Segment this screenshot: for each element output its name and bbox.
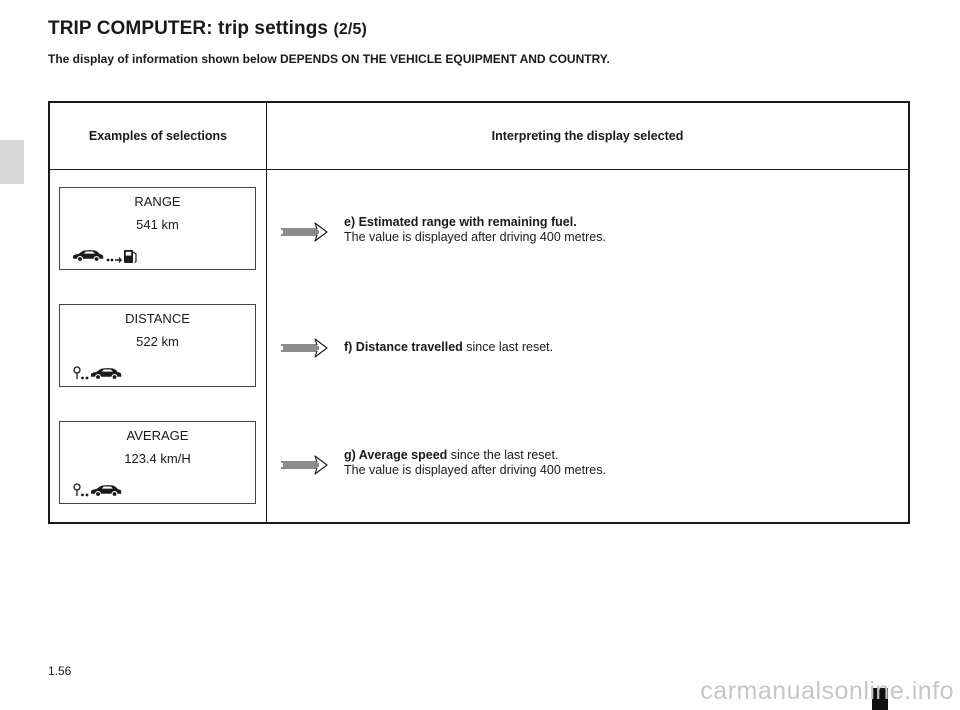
desc-text: since the last reset. xyxy=(447,448,559,462)
column-header-interpretation: Interpreting the display selected xyxy=(491,129,684,143)
display-value: 522 km xyxy=(136,334,179,349)
pin-to-car-icon xyxy=(72,480,132,503)
desc-bold: e) Estimated range with remaining fuel. xyxy=(344,215,577,229)
arrow-icon xyxy=(279,220,329,249)
settings-table xyxy=(48,101,910,524)
display-label: RANGE xyxy=(134,194,181,209)
display-value: 541 km xyxy=(136,217,179,232)
page-number: 1.56 xyxy=(48,664,72,678)
description-average xyxy=(344,448,606,478)
pin-to-car-icon xyxy=(72,363,132,386)
display-example-average xyxy=(59,421,256,504)
page-title xyxy=(48,18,367,40)
subtitle: The display of information shown below DEPENDS ON THE VEHICLE EQUIPMENT AND COUNTRY. xyxy=(48,52,610,66)
display-example-distance xyxy=(59,304,256,387)
desc-line2: The value is displayed after driving 400 metres. xyxy=(344,230,606,244)
title-text: TRIP COMPUTER: trip settings xyxy=(48,18,329,39)
display-label: DISTANCE xyxy=(125,311,190,326)
page-counter: (2/5) xyxy=(333,21,367,38)
description-distance xyxy=(344,340,553,355)
desc-bold: f) Distance travelled xyxy=(344,340,463,354)
column-divider xyxy=(266,103,267,522)
chapter-tab xyxy=(0,140,24,184)
display-value: 123.4 km/H xyxy=(124,451,191,466)
description-range xyxy=(344,215,606,245)
arrow-icon xyxy=(279,453,329,482)
display-label: AVERAGE xyxy=(126,428,189,443)
arrow-icon xyxy=(279,336,329,365)
desc-bold: g) Average speed xyxy=(344,448,448,462)
watermark: carmanualsonline.info xyxy=(700,677,954,705)
header-divider xyxy=(50,169,908,170)
desc-line2: The value is displayed after driving 400 metres. xyxy=(344,463,606,477)
car-to-fuel-pump-icon xyxy=(72,246,142,269)
column-header-examples: Examples of selections xyxy=(88,129,228,143)
display-example-range xyxy=(59,187,256,270)
desc-text: since last reset. xyxy=(462,340,554,354)
